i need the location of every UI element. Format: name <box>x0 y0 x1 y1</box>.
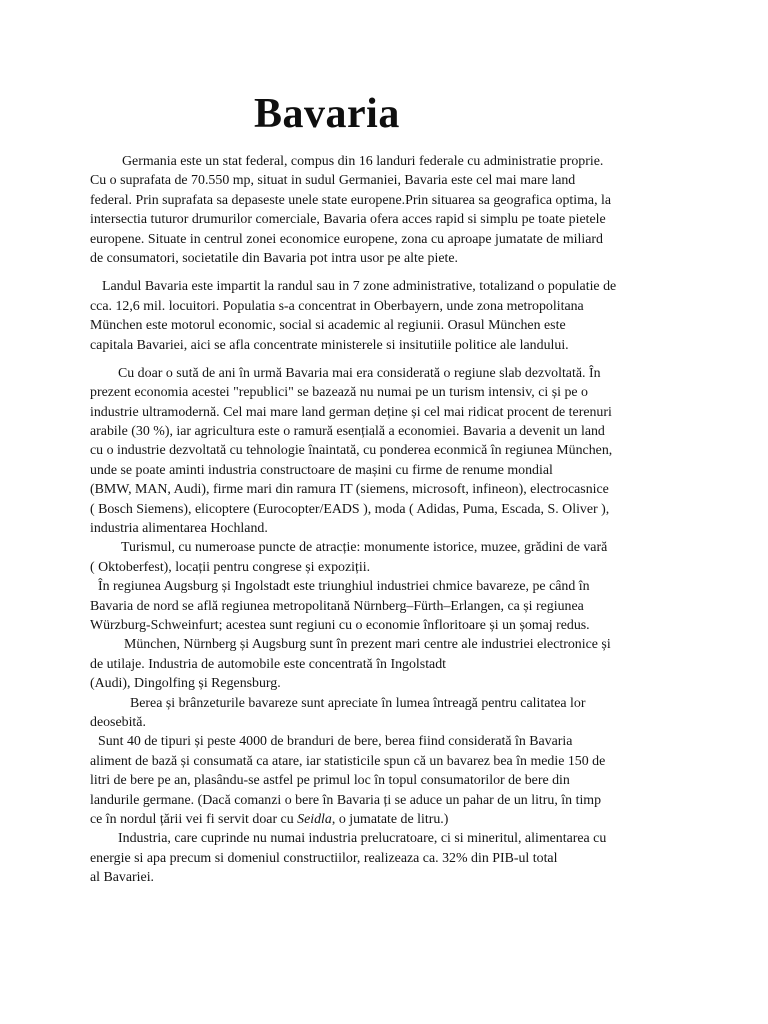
text-line: München este motorul economic, social si academic al regiunii. Orasul München este <box>90 318 566 334</box>
text-line: ( Bosch Siemens), elicoptere (Eurocopter/EADS ), moda ( Adidas, Puma, Escada, S. Oliver ), <box>90 501 610 517</box>
text-line: (Audi), Dingolfing și Regensburg. <box>90 676 281 692</box>
text-line: europene. Situate in centrul zonei economice europene, zona cu aproape jumatate de miliard <box>90 231 603 247</box>
text-line: În regiunea Augsburg și Ingolstadt este triunghiul industriei chmice bavareze, pe când în <box>98 579 590 595</box>
text-line: arabile (30 %), iar agricultura este o ramură esențială a economiei. Bavaria a devenit un land <box>90 424 605 440</box>
italic-term: Seidla <box>297 811 332 827</box>
paragraph-administration <box>90 277 682 355</box>
paragraph-economy <box>90 364 682 829</box>
text-line: München, Nürnberg și Augsburg sunt în prezent mari centre ale industriei electronice și <box>124 637 611 653</box>
text-line: Bavaria de nord se află regiunea metropolitană Nürnberg–Fürth–Erlangen, ca și regiunea <box>90 598 584 614</box>
text-line: industrie ultramodernă. Cel mai mare land german deține și cel mai ridicat procent de terenuri <box>90 404 612 420</box>
text-line: capitala Bavariei, aici se afla concentrate ministerele si insitutiile politice ale landului. <box>90 337 569 353</box>
text-line: Turismul, cu numeroase puncte de atracție: monumente istorice, muzee, grădini de vară <box>121 540 608 556</box>
text-span: , o jumatate de litru.) <box>331 811 449 827</box>
text-line: aliment de bază și consumată ca atare, iar statisticile spun că un bavarez bea în medie 150 de <box>90 753 606 769</box>
text-line: de consumatori, societatile din Bavaria pot intra usor pe alte piete. <box>90 250 458 266</box>
text-line-with-italic <box>90 810 682 829</box>
text-line: intersectia tuturor drumurilor comerciale, Bavaria ofera acces rapid si simplu pe toate pietele <box>90 212 606 228</box>
text-line: de utilaje. Industria de automobile este concentrată în Ingolstadt <box>90 656 447 672</box>
text-line: industria alimentarea Hochland. <box>90 521 268 537</box>
text-line: Berea și brânzeturile bavareze sunt apreciate în lumea întreagă pentru calitatea lor <box>130 695 586 711</box>
text-line: Industria, care cuprinde nu numai industria prelucratoare, ci si mineritul, alimentarea cu <box>118 831 607 847</box>
text-line: al Bavariei. <box>90 870 155 886</box>
text-line: (BMW, MAN, Audi), firme mari din ramura IT (siemens, microsoft, infineon), electrocasnice <box>90 482 609 498</box>
text-line: Cu o suprafata de 70.550 mp, situat in sudul Germaniei, Bavaria este cel mai mare land <box>90 173 576 189</box>
text-line: cca. 12,6 mil. locuitori. Populatia s-a concentrat in Oberbayern, unde zona metropolitana <box>90 298 584 314</box>
text-span: ce în nordul țării vei fi servit doar cu <box>90 811 298 827</box>
text-line: litri de bere pe an, plasându-se astfel pe primul loc în topul consumatorilor de bere din <box>90 773 570 789</box>
document-page <box>90 86 682 887</box>
text-line: federal. Prin suprafata sa depaseste unele state europene.Prin situarea sa geografica optima, la <box>90 192 612 208</box>
text-line: ( Oktoberfest), locații pentru congrese și expoziții. <box>90 559 371 575</box>
text-line: Cu doar o sută de ani în urmă Bavaria mai era considerată o regiune slab dezvoltată. În <box>118 365 601 381</box>
text-line: Landul Bavaria este impartit la randul sau in 7 zone administrative, totalizand o populatie de <box>102 279 617 295</box>
text-line: deosebită. <box>90 714 146 730</box>
text-line: energie si apa precum si domeniul constructiilor, realizeaza ca. 32% din PIB-ul total <box>90 850 558 866</box>
text-line: cu o industrie dezvoltată cu tehnologie înaintată, cu ponderea econmică în regiunea München, <box>90 443 613 459</box>
paragraph-industry <box>90 829 682 887</box>
text-line: Germania este un stat federal, compus din 16 landuri federale cu administratie proprie. <box>122 154 604 169</box>
text-line: prezent economia acestei "republici" se bazează nu numai pe un turism intensiv, ci și pe o <box>90 385 588 401</box>
text-line: unde se poate aminti industria constructoare de mașini cu firme de renume mondial <box>90 462 553 478</box>
document-title: Bavaria <box>254 91 400 137</box>
text-line: Würzburg-Schweinfurt; acestea sunt regiuni cu o economie înfloritoare și un șomaj redus. <box>90 617 590 633</box>
text-line: landurile germane. (Dacă comanzi o bere în Bavaria ți se aduce un pahar de un litru, în timp <box>90 792 602 808</box>
text-line: Sunt 40 de tipuri și peste 4000 de branduri de bere, berea fiind considerată în Bavaria <box>98 734 573 750</box>
paragraph-intro <box>90 152 682 268</box>
